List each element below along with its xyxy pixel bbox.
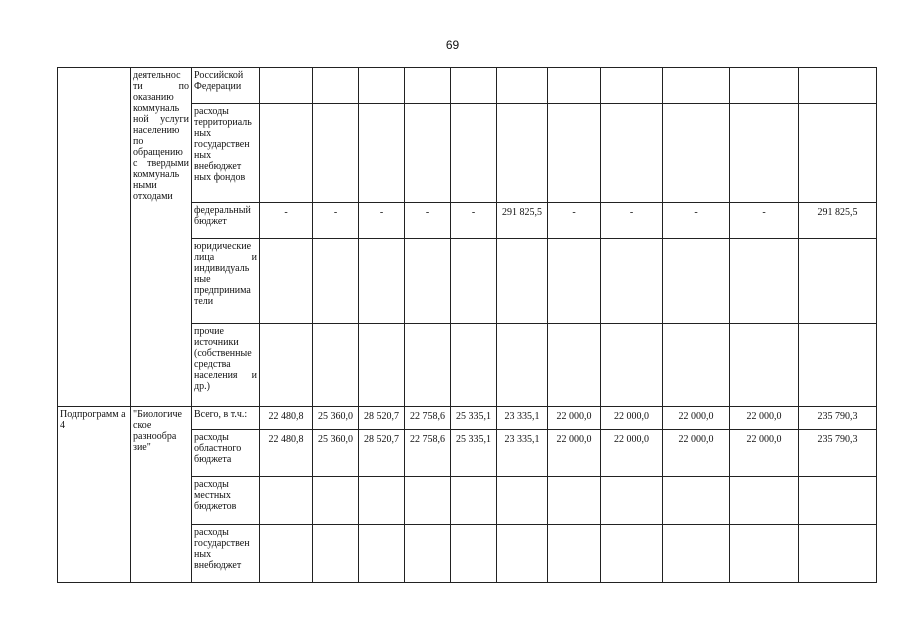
- total-cell: 291 825,5: [799, 203, 877, 239]
- value-cell: [497, 324, 548, 407]
- value-cell: -: [601, 203, 663, 239]
- value-cell: [260, 477, 313, 525]
- value-cell: 22 480,8: [260, 430, 313, 477]
- value-cell: [405, 525, 451, 583]
- subprogram-name-cell: Подпрограмм а 4: [58, 407, 131, 583]
- page-number: 69: [445, 38, 460, 52]
- table-row: [58, 68, 877, 104]
- value-cell: [601, 239, 663, 324]
- funding-source-cell: юридические лица и индивидуаль ные предпринима тели: [192, 239, 260, 324]
- value-cell: [730, 525, 799, 583]
- funding-source-cell: расходы местных бюджетов: [192, 477, 260, 525]
- value-cell: [601, 104, 663, 203]
- value-cell: 22 000,0: [601, 430, 663, 477]
- value-cell: [260, 525, 313, 583]
- value-cell: 22 000,0: [548, 430, 601, 477]
- value-cell: [548, 525, 601, 583]
- funding-source-cell: расходы территориаль ных государствен ных внебюджет ных фондов: [192, 104, 260, 203]
- subprogram-description-cell: "Биологиче ское разнообра зие": [131, 407, 192, 583]
- value-cell: [451, 104, 497, 203]
- value-cell: [313, 324, 359, 407]
- value-cell: [730, 104, 799, 203]
- value-cell: [730, 239, 799, 324]
- value-cell: [359, 104, 405, 203]
- funding-source-cell: расходы областного бюджета: [192, 430, 260, 477]
- value-cell: [601, 68, 663, 104]
- funding-source-cell: Российской Федерации: [192, 68, 260, 104]
- value-cell: 25 335,1: [451, 430, 497, 477]
- value-cell: 23 335,1: [497, 407, 548, 430]
- value-cell: [548, 104, 601, 203]
- value-cell: [451, 477, 497, 525]
- value-cell: 28 520,7: [359, 407, 405, 430]
- value-cell: -: [405, 203, 451, 239]
- value-cell: [497, 525, 548, 583]
- value-cell: [313, 239, 359, 324]
- value-cell: [260, 68, 313, 104]
- value-cell: [405, 324, 451, 407]
- program-description-cell: деятельнос ти по оказанию коммуналь ной услуги населению по обращению с твердыми коммуналь ными отходами: [131, 68, 192, 407]
- value-cell: [730, 68, 799, 104]
- value-cell: [730, 324, 799, 407]
- value-cell: [359, 477, 405, 525]
- budget-table: [57, 67, 877, 583]
- value-cell: [663, 477, 730, 525]
- value-cell: -: [451, 203, 497, 239]
- value-cell: [359, 324, 405, 407]
- value-cell: 22 000,0: [663, 430, 730, 477]
- value-cell: [359, 68, 405, 104]
- value-cell: 22 480,8: [260, 407, 313, 430]
- value-cell: [497, 68, 548, 104]
- table-row: [58, 407, 877, 430]
- value-cell: [451, 68, 497, 104]
- total-cell: [799, 239, 877, 324]
- total-cell: [799, 477, 877, 525]
- value-cell: [359, 239, 405, 324]
- value-cell: [405, 104, 451, 203]
- value-cell: 22 000,0: [730, 407, 799, 430]
- table-body: [58, 68, 877, 583]
- value-cell: [405, 68, 451, 104]
- value-cell: 291 825,5: [497, 203, 548, 239]
- value-cell: -: [548, 203, 601, 239]
- value-cell: 22 000,0: [730, 430, 799, 477]
- value-cell: 28 520,7: [359, 430, 405, 477]
- value-cell: 22 758,6: [405, 407, 451, 430]
- value-cell: [451, 239, 497, 324]
- value-cell: [260, 239, 313, 324]
- value-cell: [359, 525, 405, 583]
- total-cell: 235 790,3: [799, 430, 877, 477]
- value-cell: [663, 104, 730, 203]
- value-cell: 22 000,0: [548, 407, 601, 430]
- value-cell: [548, 68, 601, 104]
- value-cell: -: [663, 203, 730, 239]
- value-cell: [663, 525, 730, 583]
- value-cell: 22 758,6: [405, 430, 451, 477]
- value-cell: [548, 477, 601, 525]
- value-cell: -: [730, 203, 799, 239]
- value-cell: [405, 239, 451, 324]
- program-name-cell: [58, 68, 131, 407]
- value-cell: [663, 324, 730, 407]
- value-cell: [663, 239, 730, 324]
- value-cell: [260, 324, 313, 407]
- total-cell: 235 790,3: [799, 407, 877, 430]
- value-cell: [601, 324, 663, 407]
- funding-source-cell: прочие источники (собственные средства населения и др.): [192, 324, 260, 407]
- total-cell: [799, 324, 877, 407]
- value-cell: [405, 477, 451, 525]
- value-cell: 22 000,0: [663, 407, 730, 430]
- value-cell: [260, 104, 313, 203]
- value-cell: [313, 477, 359, 525]
- value-cell: [451, 525, 497, 583]
- total-cell: [799, 68, 877, 104]
- value-cell: [497, 239, 548, 324]
- value-cell: [497, 104, 548, 203]
- value-cell: [497, 477, 548, 525]
- value-cell: -: [260, 203, 313, 239]
- funding-source-cell: Всего, в т.ч.:: [192, 407, 260, 430]
- value-cell: [730, 477, 799, 525]
- value-cell: [313, 104, 359, 203]
- total-cell: [799, 104, 877, 203]
- value-cell: [548, 324, 601, 407]
- value-cell: [601, 525, 663, 583]
- value-cell: [663, 68, 730, 104]
- value-cell: [548, 239, 601, 324]
- value-cell: [601, 477, 663, 525]
- value-cell: 25 360,0: [313, 407, 359, 430]
- value-cell: 23 335,1: [497, 430, 548, 477]
- funding-source-cell: федеральный бюджет: [192, 203, 260, 239]
- value-cell: 25 335,1: [451, 407, 497, 430]
- value-cell: 25 360,0: [313, 430, 359, 477]
- funding-source-cell: расходы государствен ных внебюджет: [192, 525, 260, 583]
- value-cell: 22 000,0: [601, 407, 663, 430]
- value-cell: -: [313, 203, 359, 239]
- value-cell: [313, 525, 359, 583]
- value-cell: -: [359, 203, 405, 239]
- total-cell: [799, 525, 877, 583]
- value-cell: [313, 68, 359, 104]
- value-cell: [451, 324, 497, 407]
